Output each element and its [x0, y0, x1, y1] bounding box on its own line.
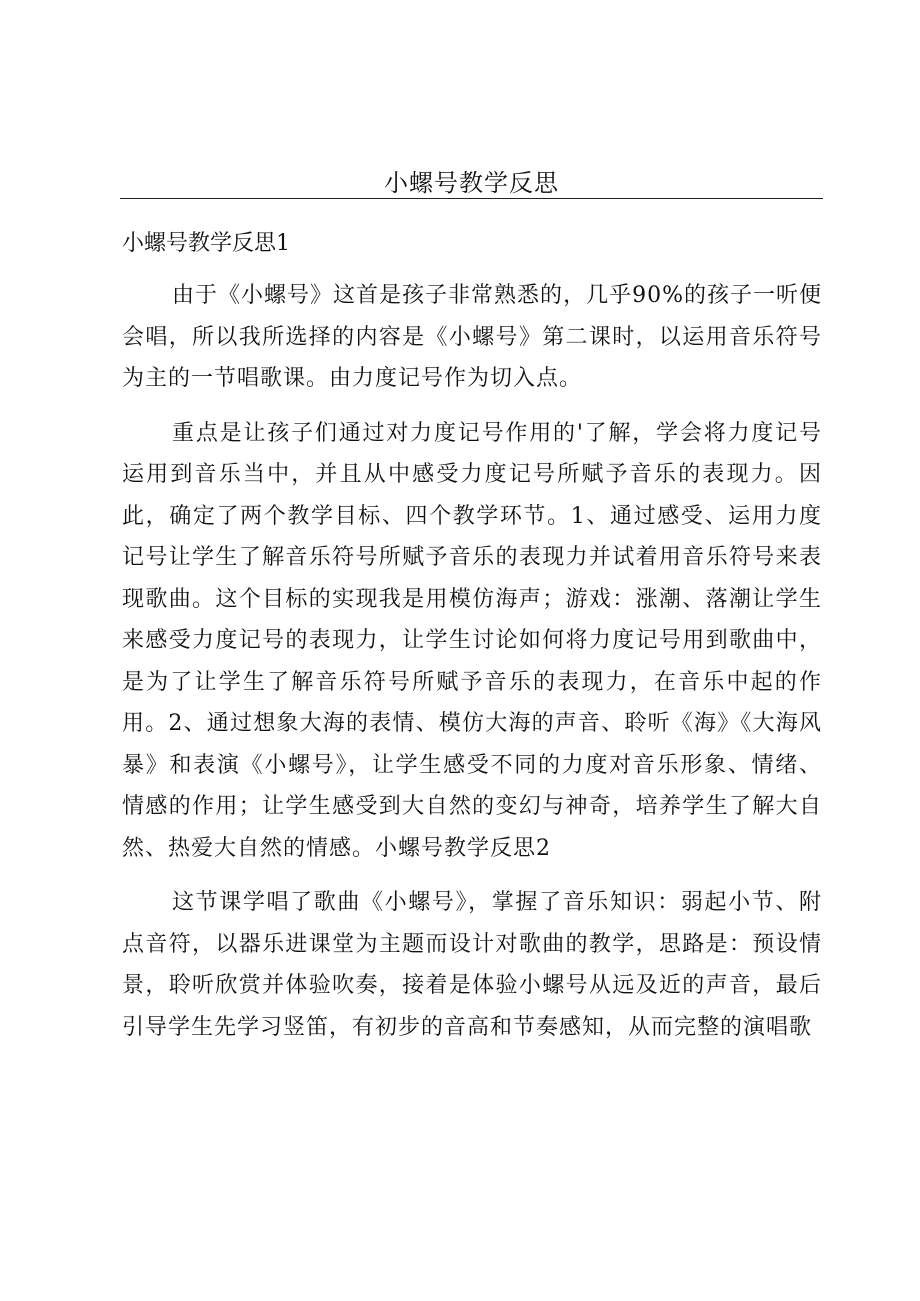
title-underline — [120, 198, 823, 199]
paragraph-1: 由于《小螺号》这首是孩子非常熟悉的，几乎90%的孩子一听便会唱，所以我所选择的内容是《小螺号》第二课时，以运用音乐符号为主的一节唱歌课。由力度记号作为切入点。 — [122, 283, 822, 391]
paragraph-3: 这节课学唱了歌曲《小螺号》，掌握了音乐知识：弱起小节、附点音符，以器乐进课堂为主题而设计对歌曲的教学，思路是：预设情景，聆听欣赏并体验吹奏，接着是体验小螺号从远及近的声音，最后引导学生先学习竖笛，有初步的音高和节奏感知，从而完整的演唱歌 — [122, 890, 822, 1040]
section-heading-1: 小螺号教学反思1 — [122, 231, 290, 256]
paragraph-2: 重点是让孩子们通过对力度记号作用的'了解，学会将力度记号运用到音乐当中，并且从中感受力度记号所赋予音乐的表现力。因此，确定了两个教学目标、四个教学环节。1、通过感受、运用力度记号让学生了解音乐符号所赋予音乐的表现力并试着用音乐符号来表现歌曲。这个目标的实现我是用模仿海声；游戏：涨潮、落潮让学生来感受力度记号的表现力，让学生讨论如何将力度记号用到歌曲中，是为了让学生了解音乐符号所赋予音乐的表现力，在音乐中起的作用。2、通过想象大海的表情、模仿大海的声音、聆听《海》《大海风暴》和表演《小螺号》，让学生感受不同的力度对音乐形象、情绪、情感的作用；让学生感受到大自然的变幻与神奇，培养学生了解大自然、热爱大自然的情感。小螺号教学反思2 — [122, 420, 822, 861]
document-body — [122, 226, 822, 1061]
document-title: 小螺号教学反思 — [384, 169, 559, 197]
